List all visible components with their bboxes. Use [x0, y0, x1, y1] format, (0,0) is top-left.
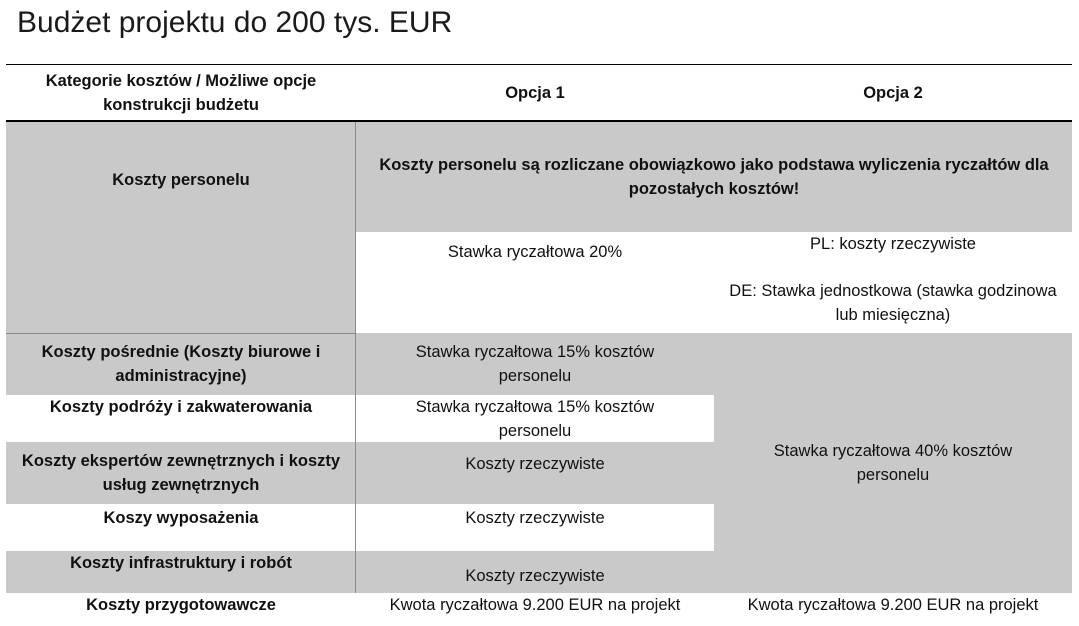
- infrastruktura-option-1: Koszty rzeczywiste: [356, 551, 714, 593]
- personel-option-1: Stawka ryczałtowa 20%: [356, 232, 714, 333]
- row-label-wyposazenie: Koszy wyposażenia: [6, 504, 356, 551]
- personel-option-2-pl: PL: koszty rzeczywiste: [810, 235, 976, 253]
- merged-option-2: Stawka ryczałtowa 40% kosztów personelu: [714, 333, 1072, 593]
- row-label-przygotowawcze: Koszty przygotowawcze: [6, 593, 356, 617]
- row-label-podrozy: Koszty podróży i zakwaterowania: [6, 395, 356, 442]
- wyposazenie-option-1: Koszty rzeczywiste: [356, 504, 714, 551]
- page-title: Budżet projektu do 200 tys. EUR: [17, 6, 453, 39]
- row-divider: [6, 333, 356, 334]
- przygotowawcze-option-2: Kwota ryczałtowa 9.200 EUR na projekt: [714, 593, 1072, 617]
- eksperci-option-1: Koszty rzeczywiste: [356, 442, 714, 504]
- personel-option-2-de: DE: Stawka jednostkowa (stawka godzinowa lub miesięczna): [729, 282, 1057, 324]
- row-label-personel: Koszty personelu: [6, 122, 356, 333]
- header-option-1: Opcja 1: [505, 83, 565, 102]
- column-divider: [355, 122, 356, 593]
- przygotowawcze-option-1: Kwota ryczałtowa 9.200 EUR na projekt: [356, 593, 714, 617]
- header-category: Kategorie kosztów / Możliwe opcje konstrukcji budżetu: [45, 71, 317, 114]
- personel-option-2: [714, 232, 1072, 333]
- header-option-2: Opcja 2: [863, 83, 923, 102]
- personel-note: Koszty personelu są rozliczane obowiązkowo jako podstawa wyliczenia ryczałtów dla pozostałych kosztów!: [356, 122, 1072, 232]
- posrednie-option-1: Stawka ryczałtowa 15% kosztów personelu: [356, 333, 714, 395]
- row-label-infrastruktura: Koszty infrastruktury i robót: [6, 551, 356, 593]
- row-label-eksperci: Koszty ekspertów zewnętrznych i koszty usług zewnętrznych: [6, 442, 356, 504]
- podrozy-option-1: Stawka ryczałtowa 15% kosztów personelu: [356, 395, 714, 442]
- row-label-posrednie: Koszty pośrednie (Koszty biurowe i administracyjne): [6, 333, 356, 395]
